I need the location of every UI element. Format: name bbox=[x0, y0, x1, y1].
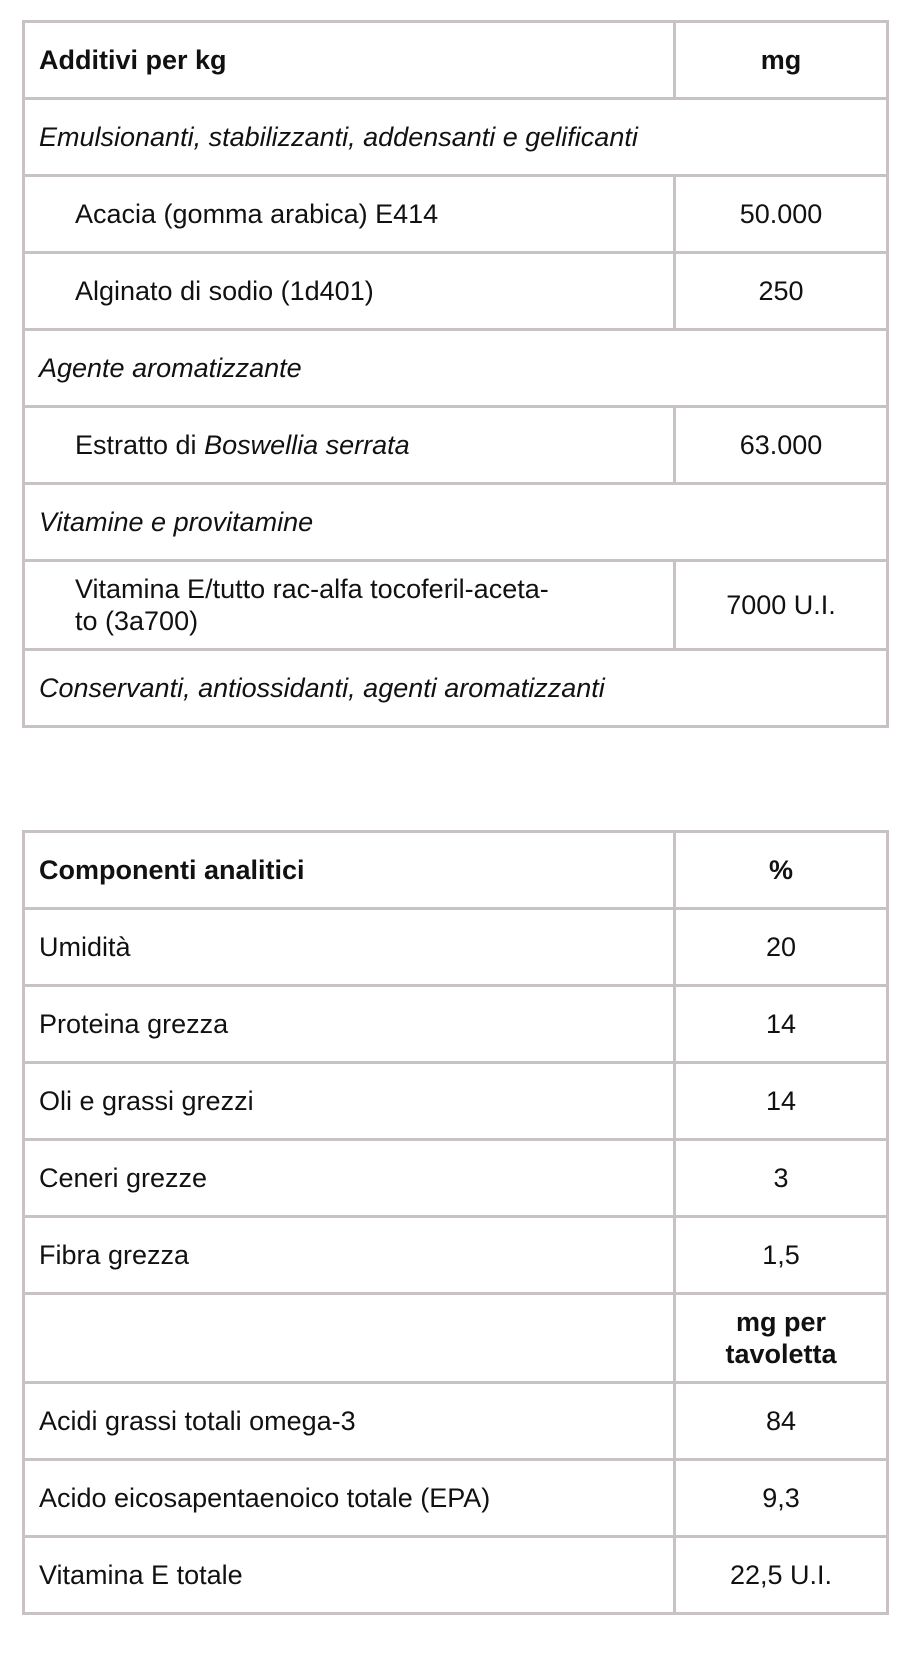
section-vitamins: Vitamine e provitamine bbox=[24, 484, 888, 561]
row-value: 50.000 bbox=[675, 176, 888, 253]
table-row bbox=[24, 1460, 888, 1537]
row-value: 63.000 bbox=[675, 407, 888, 484]
section-row bbox=[24, 484, 888, 561]
row-label-line1: Vitamina E/tutto rac-alfa tocoferil-aceta- bbox=[75, 574, 549, 604]
row-value: 250 bbox=[675, 253, 888, 330]
additives-header-label: Additivi per kg bbox=[24, 22, 675, 99]
analytical-table bbox=[22, 830, 889, 1615]
row-label: Oli e grassi grezzi bbox=[24, 1063, 675, 1140]
additives-table bbox=[22, 20, 889, 728]
section-flavoring: Agente aromatizzante bbox=[24, 330, 888, 407]
per-tablet-header-line2: tavoletta bbox=[725, 1339, 837, 1369]
row-label: Vitamina E totale bbox=[24, 1537, 675, 1614]
row-label: Acidi grassi totali omega-3 bbox=[24, 1383, 675, 1460]
row-value: 9,3 bbox=[675, 1460, 888, 1537]
row-label: Proteina grezza bbox=[24, 986, 675, 1063]
table-row bbox=[24, 1537, 888, 1614]
row-label: Fibra grezza bbox=[24, 1217, 675, 1294]
table-row bbox=[24, 1063, 888, 1140]
row-value: 14 bbox=[675, 1063, 888, 1140]
row-label bbox=[24, 561, 675, 650]
section-preservatives: Conservanti, antiossidanti, agenti aromatizzanti bbox=[24, 650, 888, 727]
section-row bbox=[24, 330, 888, 407]
table-row bbox=[24, 561, 888, 650]
additives-header-unit: mg bbox=[675, 22, 888, 99]
row-label: Acacia (gomma arabica) E414 bbox=[24, 176, 675, 253]
row-value: 84 bbox=[675, 1383, 888, 1460]
row-value: 3 bbox=[675, 1140, 888, 1217]
table-row bbox=[24, 1217, 888, 1294]
per-tablet-header-row bbox=[24, 1294, 888, 1383]
row-value: 20 bbox=[675, 909, 888, 986]
table-row bbox=[24, 176, 888, 253]
empty-cell bbox=[24, 1294, 675, 1383]
section-row bbox=[24, 650, 888, 727]
analytical-header-label: Componenti analitici bbox=[24, 832, 675, 909]
table-row bbox=[24, 909, 888, 986]
row-label: Umidità bbox=[24, 909, 675, 986]
row-value: 14 bbox=[675, 986, 888, 1063]
per-tablet-header-line1: mg per bbox=[735, 1307, 827, 1337]
row-label-line2: to (3a700) bbox=[75, 606, 199, 636]
table-row bbox=[24, 1383, 888, 1460]
section-row bbox=[24, 99, 888, 176]
analytical-header-unit: % bbox=[675, 832, 888, 909]
row-label: Ceneri grezze bbox=[24, 1140, 675, 1217]
row-value: 22,5 U.I. bbox=[675, 1537, 888, 1614]
table-header-row bbox=[24, 832, 888, 909]
row-label bbox=[24, 407, 675, 484]
row-label-prefix: Estratto di bbox=[75, 430, 205, 460]
table-row bbox=[24, 1140, 888, 1217]
table-row bbox=[24, 253, 888, 330]
row-label: Acido eicosapentaenoico totale (EPA) bbox=[24, 1460, 675, 1537]
row-value: 7000 U.I. bbox=[675, 561, 888, 650]
per-tablet-header bbox=[675, 1294, 888, 1383]
section-emulsifiers: Emulsionanti, stabilizzanti, addensanti e gelificanti bbox=[24, 99, 888, 176]
row-label-species: Boswellia serrata bbox=[204, 430, 410, 460]
table-row bbox=[24, 407, 888, 484]
table-row bbox=[24, 986, 888, 1063]
row-value: 1,5 bbox=[675, 1217, 888, 1294]
row-label: Alginato di sodio (1d401) bbox=[24, 253, 675, 330]
table-header-row bbox=[24, 22, 888, 99]
